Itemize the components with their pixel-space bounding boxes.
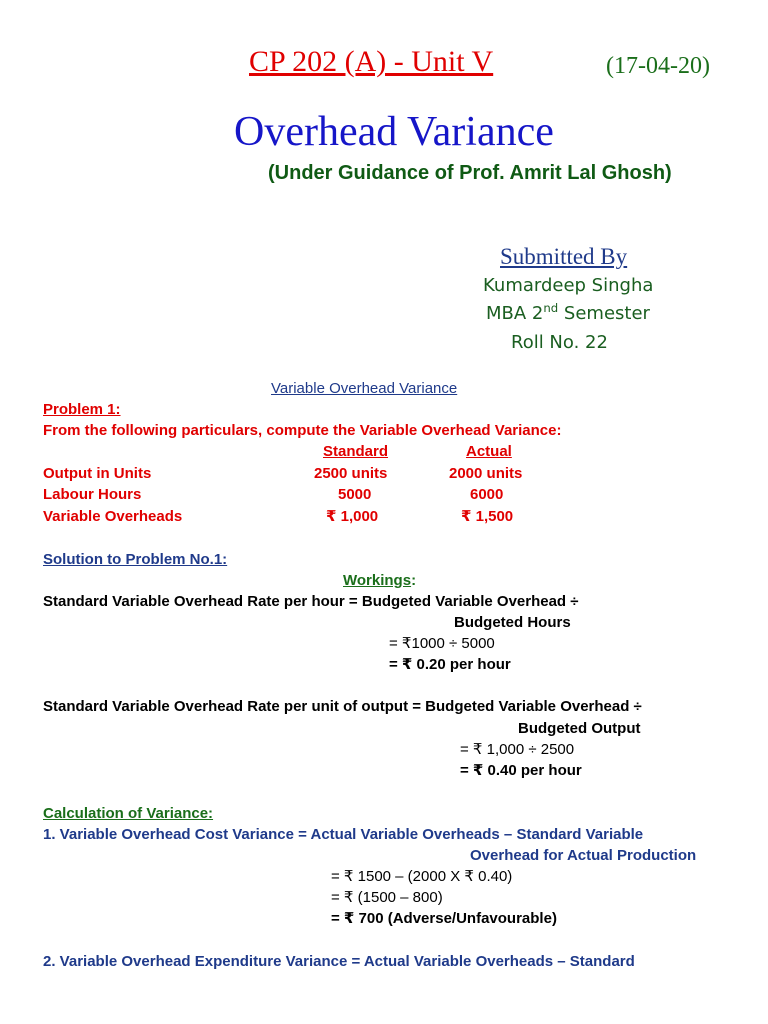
cost-variance-result: = ₹ 700 (Adverse/Unfavourable) [331, 910, 557, 927]
rate-unit-formula: Standard Variable Overhead Rate per unit of output = Budgeted Variable Overhead ÷ [43, 698, 642, 715]
course-code: CP 202 (A) - Unit V [249, 45, 494, 78]
rate-unit-denominator: Budgeted Output [518, 720, 641, 737]
row-label: Labour Hours [43, 486, 142, 503]
calculation-heading: Calculation of Variance: [43, 805, 214, 822]
workings-colon: : [411, 572, 417, 589]
row-standard-value: ₹ 1,000 [326, 508, 379, 525]
row-label: Variable Overheads [43, 508, 183, 525]
expenditure-variance-formula: 2. Variable Overhead Expenditure Variance = Actual Variable Overheads – Standard [43, 953, 635, 970]
problem-label: Problem 1: [43, 401, 121, 418]
workings-heading [343, 571, 416, 591]
row-actual-value: 6000 [470, 486, 504, 503]
solution-heading: Solution to Problem No.1: [43, 551, 228, 568]
guidance-note: (Under Guidance of Prof. Amrit Lal Ghosh) [268, 162, 672, 184]
submitted-by-label: Submitted By [500, 244, 628, 269]
row-actual-value: 2000 units [449, 465, 523, 482]
student-program [486, 302, 650, 326]
document-title: Overhead Variance [234, 109, 554, 155]
rate-hour-result: = ₹ 0.20 per hour [389, 656, 511, 673]
row-standard-value: 5000 [338, 486, 372, 503]
rate-unit-calculation: = ₹ 1,000 ÷ 2500 [460, 741, 575, 758]
roll-number: Roll No. 22 [511, 332, 608, 353]
row-actual-value: ₹ 1,500 [461, 508, 514, 525]
column-header-standard: Standard [323, 443, 389, 460]
lecture-date: (17-04-20) [606, 53, 710, 79]
problem-statement: From the following particulars, compute the Variable Overhead Variance: [43, 422, 562, 439]
cost-variance-formula: 1. Variable Overhead Cost Variance = Actual Variable Overheads – Standard Variable [43, 826, 644, 843]
rate-hour-calculation: = ₹1000 ÷ 5000 [389, 635, 495, 652]
cost-variance-step2: = ₹ (1500 – 800) [331, 889, 443, 906]
program-superscript: nd [543, 301, 559, 315]
row-standard-value: 2500 units [314, 465, 388, 482]
rate-hour-formula: Standard Variable Overhead Rate per hour = Budgeted Variable Overhead ÷ [43, 593, 579, 610]
rate-hour-denominator: Budgeted Hours [454, 614, 571, 631]
row-label: Output in Units [43, 465, 152, 482]
column-header-actual: Actual [466, 443, 512, 460]
cost-variance-formula-cont: Overhead for Actual Production [470, 847, 697, 864]
workings-label: Workings [343, 572, 412, 589]
program-prefix: MBA 2 [486, 303, 544, 324]
student-name: Kumardeep Singha [483, 275, 654, 296]
rate-unit-result: = ₹ 0.40 per hour [460, 762, 582, 779]
section-heading: Variable Overhead Variance [271, 380, 458, 397]
cost-variance-step1: = ₹ 1500 – (2000 X ₹ 0.40) [331, 868, 513, 885]
program-suffix: Semester [558, 303, 650, 324]
